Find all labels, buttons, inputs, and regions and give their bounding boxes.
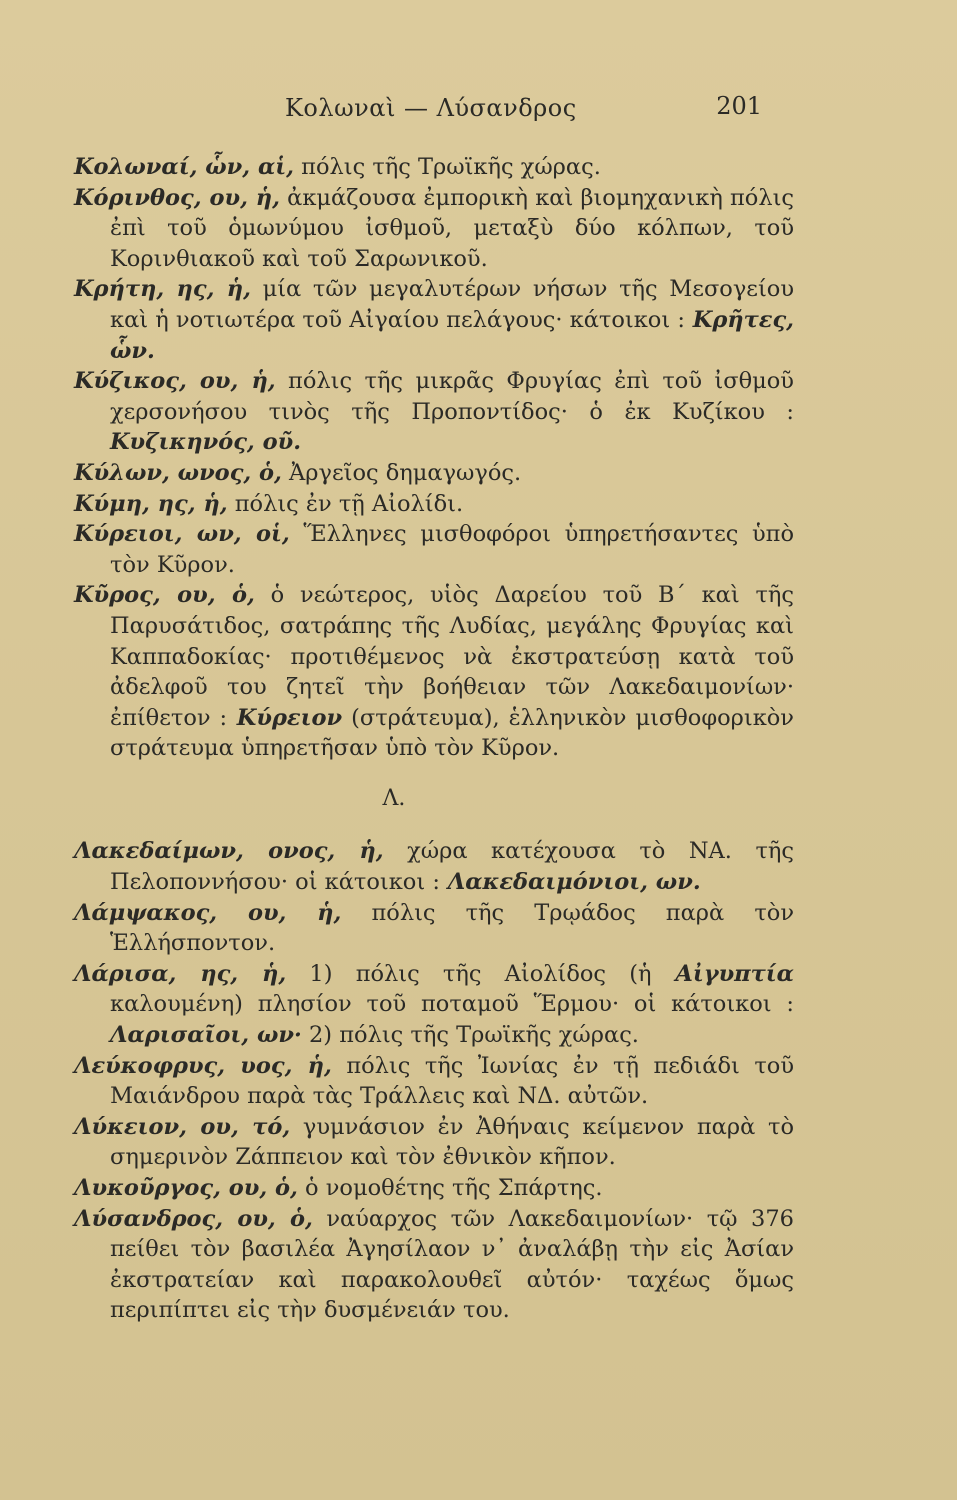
entry-text: πόλις τῆς Τρωϊκῆς χώρας.: [294, 154, 601, 180]
entry-text: (στράτευμα), ἑλληνικὸν μισθοφορικὸν στράτευμα ὑπηρετῆσαν ὑπὸ τὸν Κῦρον.: [110, 704, 794, 762]
dictionary-entry: [74, 898, 794, 959]
entry-headword: Λυκοῦργος,: [74, 1175, 221, 1201]
entry-headword: Κρήτη,: [74, 276, 165, 303]
entry-grammar: υος, ἡ,: [225, 1052, 332, 1079]
entry-headword: Λάρισα,: [74, 960, 177, 987]
running-head: Κολωναὶ — Λύσανδρος: [285, 94, 577, 122]
dictionary-entry: [74, 183, 794, 275]
dictionary-entry: [74, 366, 794, 458]
entries-l: [74, 836, 794, 1326]
entry-headword: Λεύκοφρυς,: [74, 1052, 226, 1079]
entry-grammar: ου, ἡ,: [186, 368, 276, 395]
dictionary-entry: [74, 152, 794, 183]
entry-grammar: ου, τό,: [186, 1113, 291, 1140]
entry-text: πόλις τῆς μικρᾶς Φρυγίας ἐπὶ τοῦ ἰσθμοῦ χερσονήσου τινὸς τῆς Προποντίδος· ὁ ἐκ Κυζίκου :: [110, 368, 794, 425]
dictionary-entry: [74, 1112, 794, 1173]
entry-headword: Κύλων,: [74, 459, 170, 486]
entry-grammar: ωνος, ὁ,: [169, 459, 282, 486]
entry-headword: Κύζικος,: [74, 368, 187, 395]
entry-text: πόλις τῆς Ἰωνίας ἐν τῇ πεδιάδι τοῦ Μαιάνδρου παρὰ τὰς Τράλλεις καὶ ΝΔ. αὐτῶν.: [110, 1052, 795, 1110]
entry-derived-form: Λαρισαῖοι, ων·: [110, 1022, 302, 1049]
entry-derived-form: Αἰγυπτία: [651, 960, 794, 987]
entry-text: χώρα κατέχουσα τὸ ΝΑ. τῆς Πελοποννήσου· οἱ κάτοικοι :: [110, 838, 794, 896]
entry-text: Ἕλληνες μισθοφόροι ὑπηρετήσαντες ὑπὸ τὸν Κῦρον.: [110, 521, 795, 578]
entry-headword: Κόρινθος,: [74, 184, 202, 211]
dictionary-entry: [74, 458, 794, 489]
dictionary-entry: [74, 489, 794, 520]
dictionary-entry: [74, 836, 794, 897]
section-letter: Λ.: [382, 785, 406, 811]
entry-grammar: ου, ἡ,: [201, 184, 280, 211]
entry-grammar: ου, ὁ,: [223, 1205, 313, 1232]
entry-grammar: ης, ἡ,: [164, 276, 251, 303]
entry-headword: Λύκειον,: [74, 1113, 187, 1140]
entry-text: πόλις τῆς Τρῳάδος παρὰ τὸν Ἑλλήσποντον.: [110, 899, 794, 957]
entry-text: πόλις ἐν τῇ Αἰολίδι.: [227, 490, 464, 517]
entry-text: καλουμένη) πλησίον τοῦ ποταμοῦ Ἕρμου· οἱ κάτοικοι :: [110, 991, 794, 1018]
entry-grammar: ων, οἱ,: [182, 521, 290, 548]
entry-headword: Κῦρος,: [74, 582, 161, 609]
dictionary-entry: [74, 959, 794, 1051]
dictionary-entry: [74, 1051, 794, 1112]
entry-grammar: ης, ἡ,: [176, 960, 287, 987]
entry-grammar: ου, ὁ,: [220, 1175, 298, 1201]
entry-headword: Κολωναί,: [74, 154, 198, 180]
entry-headword: Λακεδαίμων,: [74, 838, 244, 865]
entry-headword: Λάμψακος,: [74, 899, 218, 926]
entry-text: 1) πόλις τῆς Αἰολίδος (ἡ: [286, 960, 652, 987]
entry-grammar: ου, ὁ,: [160, 582, 255, 609]
entry-text: ἀκμάζουσα ἐμπορικὴ καὶ βιομηχανικὴ πόλις ἐπὶ τοῦ ὁμωνύμου ἰσθμοῦ, μεταξὺ δύο κόλπων, τοῦ Κορινθιακοῦ καὶ τοῦ Σαρωνικοῦ.: [110, 184, 795, 272]
entry-headword: Κύρειοι,: [74, 521, 183, 548]
entries-k: [74, 152, 794, 764]
entry-grammar: ης, ἡ,: [149, 490, 228, 517]
entry-text: 2) πόλις τῆς Τρωϊκῆς χώρας.: [301, 1022, 639, 1049]
entry-grammar: ου, ἡ,: [217, 899, 342, 926]
dictionary-entry: [74, 519, 794, 580]
page-number: 201: [716, 92, 762, 120]
entry-text: ὁ νομοθέτης τῆς Σπάρτης.: [297, 1175, 603, 1201]
entry-text: ναύαρχος τῶν Λακεδαιμονίων· τῷ 376 πείθει τὸν βασιλέα Ἀγησίλαον ν᾽ ἀναλάβῃ τὴν εἰς Ἀσίαν ἐκστρατείαν καὶ παρακολουθεῖ αὐτόν· ταχέως ὅμως περιπίπτει εἰς τὴν δυσμένειάν του.: [110, 1205, 794, 1324]
entry-derived-form: Κρῆτες, ὧν.: [110, 306, 795, 364]
entries-column: [74, 152, 794, 1326]
entry-derived-form: Κύρειον: [227, 704, 343, 731]
entry-headword: Λύσανδρος,: [74, 1205, 224, 1232]
dictionary-entry: [74, 1204, 794, 1326]
dictionary-entry: [74, 580, 794, 764]
entry-text: μία τῶν μεγαλυτέρων νήσων τῆς Μεσογείου καὶ ἡ νοτιωτέρα τοῦ Αἰγαίου πελάγους· κάτοικοι :: [110, 276, 794, 333]
entry-derived-form: Κυζικηνός, οῦ.: [110, 429, 302, 456]
entry-headword: Κύμη,: [74, 490, 150, 517]
entry-grammar: ὧν, αἱ,: [197, 154, 294, 180]
dictionary-entry: [74, 274, 794, 366]
entry-derived-form: Λακεδαιμόνιοι, ων.: [439, 869, 701, 896]
entry-text: ὁ νεώτερος, υἱὸς Δαρείου τοῦ Β΄ καὶ τῆς Παρυσάτιδος, σατράπης τῆς Λυδίας, μεγάλης Φρυγίας καὶ Καππαδοκίας· προτιθέμενος νὰ ἐκστρατεύσῃ κατὰ τοῦ ἀδελφοῦ του ζητεῖ τὴν βοήθειαν τῶν Λακεδαιμονίων· ἐπίθετον :: [110, 582, 794, 731]
dictionary-entry: [74, 1173, 794, 1204]
entry-text: Ἀργεῖος δημαγωγός.: [281, 459, 522, 486]
entry-grammar: ονος, ἡ,: [243, 838, 384, 865]
entry-text: γυμνάσιον ἐν Ἀθήναις κείμενον παρὰ τὸ σημερινὸν Ζάππειον καὶ τὸν ἐθνικὸν κῆπον.: [110, 1113, 794, 1171]
